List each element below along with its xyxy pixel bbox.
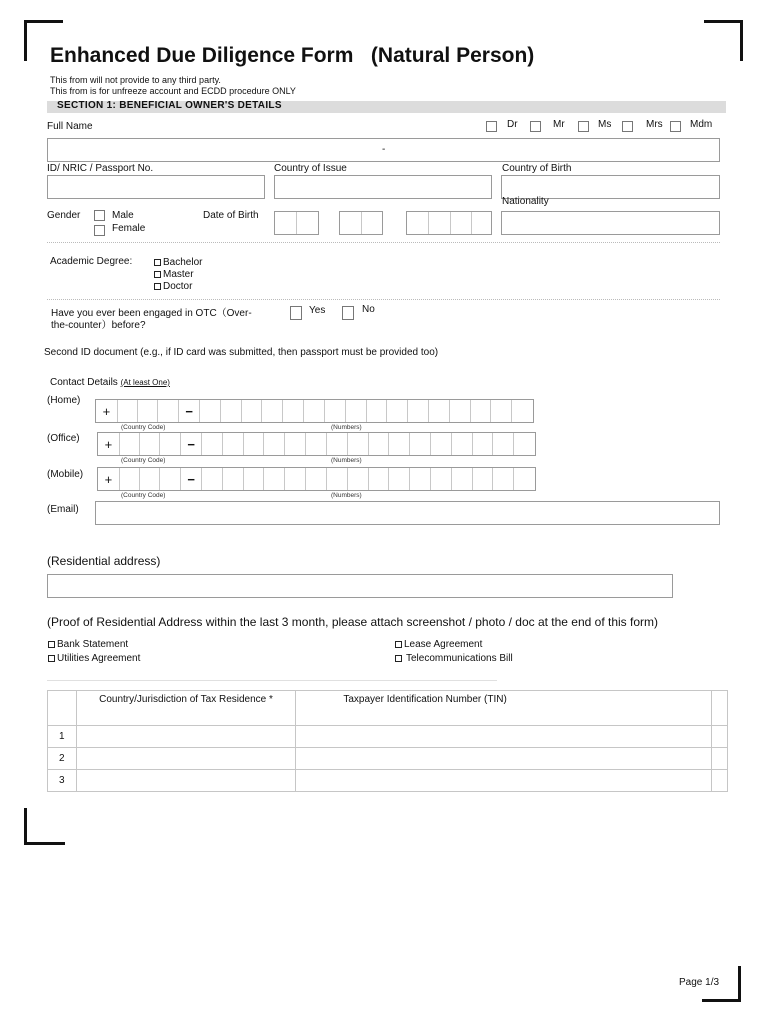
title-mr-checkbox[interactable]	[530, 121, 541, 132]
dob-label: Date of Birth	[203, 210, 259, 221]
degree-bachelor-checkbox[interactable]	[154, 259, 161, 266]
office-country-code-caption: (Country Code)	[121, 457, 166, 464]
home-country-code-cell[interactable]	[138, 400, 159, 422]
mobile-minus-sign: −	[181, 468, 202, 490]
gender-female-label: Female	[112, 223, 146, 234]
office-country-code-cell[interactable]	[140, 433, 161, 455]
proof-telecom-checkbox[interactable]	[395, 655, 402, 662]
tax-table-index-header	[48, 691, 77, 726]
tax-country-cell[interactable]	[76, 726, 296, 748]
otc-no-label: No	[362, 304, 375, 315]
home-number-cell[interactable]	[325, 400, 346, 422]
proof-utilities-checkbox[interactable]	[48, 655, 55, 662]
mobile-country-code-cell[interactable]	[140, 468, 161, 490]
dob-day-input[interactable]	[274, 211, 319, 235]
tax-country-cell[interactable]	[76, 748, 296, 770]
form-title	[50, 44, 534, 68]
office-country-code-cell[interactable]	[160, 433, 181, 455]
office-phone-row	[97, 432, 536, 456]
dob-year-input[interactable]	[406, 211, 492, 235]
form-title-main: Enhanced Due Diligence Form	[50, 44, 354, 67]
title-mdm-checkbox[interactable]	[670, 121, 681, 132]
full-name-label: Full Name	[47, 121, 93, 132]
title-ms-label: Ms	[598, 119, 612, 130]
home-numbers-caption: (Numbers)	[331, 424, 362, 431]
title-mr-label: Mr	[553, 119, 565, 130]
mobile-number-cell[interactable]	[327, 468, 348, 490]
home-minus-sign: −	[179, 400, 200, 422]
country-birth-label: Country of Birth	[502, 163, 572, 174]
contact-label-text: Contact Details	[50, 377, 118, 388]
degree-doctor-label: Doctor	[163, 281, 193, 292]
table-row	[48, 748, 728, 770]
nationality-label: Nationality	[502, 196, 549, 207]
tax-residence-table	[47, 690, 728, 792]
office-number-cell[interactable]	[202, 433, 223, 455]
home-number-cell[interactable]	[283, 400, 304, 422]
dob-day-divider	[296, 212, 297, 234]
proof-utilities-label: Utilities Agreement	[57, 653, 141, 664]
office-number-cell[interactable]	[327, 433, 348, 455]
office-number-cell[interactable]	[223, 433, 244, 455]
mobile-number-cell[interactable]	[452, 468, 473, 490]
proof-bank-statement-label: Bank Statement	[57, 639, 129, 650]
home-number-cell[interactable]	[408, 400, 429, 422]
otc-yes-checkbox[interactable]	[290, 306, 302, 320]
academic-degree-label: Academic Degree:	[50, 256, 133, 267]
page-number: Page 1/3	[679, 977, 720, 988]
office-number-cell[interactable]	[514, 433, 535, 455]
mobile-country-code-cell[interactable]	[120, 468, 140, 490]
home-number-cell[interactable]	[429, 400, 450, 422]
home-country-code-caption: (Country Code)	[121, 424, 166, 431]
tax-extra-cell	[711, 726, 727, 748]
office-number-cell[interactable]	[473, 433, 494, 455]
office-number-cell[interactable]	[348, 433, 369, 455]
dob-month-input[interactable]	[339, 211, 383, 235]
full-name-separator: -	[382, 144, 386, 155]
email-input[interactable]	[95, 501, 720, 525]
proof-lease-label: Lease Agreement	[404, 639, 483, 650]
corner-mark-bottom-left	[24, 808, 65, 845]
contact-hint: (At least One)	[120, 378, 170, 387]
table-row	[48, 770, 728, 792]
title-ms-checkbox[interactable]	[578, 121, 589, 132]
mobile-country-code-caption: (Country Code)	[121, 492, 166, 499]
dob-year-divider-1	[428, 212, 429, 234]
gender-male-checkbox[interactable]	[94, 210, 105, 221]
home-number-cell[interactable]	[512, 400, 533, 422]
office-number-cell[interactable]	[285, 433, 306, 455]
home-number-cell[interactable]	[450, 400, 471, 422]
corner-mark-top-right	[704, 20, 743, 61]
title-mrs-checkbox[interactable]	[622, 121, 633, 132]
home-number-cell[interactable]	[387, 400, 408, 422]
tin-cell[interactable]	[296, 770, 711, 792]
proof-lease-checkbox[interactable]	[395, 641, 402, 648]
nationality-input[interactable]	[501, 211, 720, 235]
tax-country-cell[interactable]	[76, 770, 296, 792]
office-minus-sign: −	[181, 433, 202, 455]
degree-bachelor-label: Bachelor	[163, 257, 203, 268]
mobile-number-cell[interactable]	[264, 468, 285, 490]
otc-question-line-2: the-counter）before?	[51, 320, 146, 331]
gender-female-checkbox[interactable]	[94, 225, 105, 236]
gender-male-label: Male	[112, 210, 134, 221]
contact-office-label: (Office)	[47, 433, 80, 444]
office-number-cell[interactable]	[431, 433, 452, 455]
dob-year-divider-3	[471, 212, 472, 234]
home-number-cell[interactable]	[200, 400, 221, 422]
mobile-phone-row	[97, 467, 536, 491]
residential-address-label: (Residential address)	[47, 554, 161, 568]
mobile-number-cell[interactable]	[493, 468, 514, 490]
mobile-country-code-cell[interactable]	[160, 468, 181, 490]
home-country-code-cell[interactable]	[118, 400, 138, 422]
section-title: SECTION 1: BENEFICIAL OWNER'S DETAILS	[57, 100, 282, 111]
residential-address-input[interactable]	[47, 574, 673, 598]
home-phone-row	[95, 399, 534, 423]
home-number-cell[interactable]	[346, 400, 367, 422]
divider-1	[47, 242, 720, 243]
id-number-input[interactable]	[47, 175, 265, 199]
home-number-cell[interactable]	[304, 400, 325, 422]
home-number-cell[interactable]	[367, 400, 388, 422]
tax-row-number: 2	[48, 748, 77, 770]
contact-mobile-label: (Mobile)	[47, 469, 84, 480]
mobile-number-cell[interactable]	[306, 468, 327, 490]
dob-year-divider-2	[450, 212, 451, 234]
contact-home-label: (Home)	[47, 395, 81, 406]
proof-bank-statement-checkbox[interactable]	[48, 641, 55, 648]
office-country-code-cell[interactable]	[120, 433, 140, 455]
dob-month-divider	[361, 212, 362, 234]
mobile-number-cell[interactable]	[410, 468, 431, 490]
tax-country-header: Country/Jurisdiction of Tax Residence *	[76, 691, 296, 726]
proof-telecom-label: Telecommunications Bill	[406, 653, 513, 664]
home-number-cell[interactable]	[221, 400, 242, 422]
office-number-cell[interactable]	[389, 433, 410, 455]
tax-table-header-row	[48, 691, 728, 726]
home-number-cell[interactable]	[242, 400, 263, 422]
office-numbers-caption: (Numbers)	[331, 457, 362, 464]
home-country-code-cell[interactable]	[158, 400, 179, 422]
mobile-number-cell[interactable]	[223, 468, 244, 490]
divider-2	[47, 299, 720, 300]
tax-row-number: 1	[48, 726, 77, 748]
second-id-note: Second ID document (e.g., if ID card was submitted, then passport must be provided too)	[44, 347, 439, 358]
title-mdm-label: Mdm	[690, 119, 713, 130]
country-issue-input[interactable]	[274, 175, 492, 199]
home-number-cell[interactable]	[471, 400, 492, 422]
office-number-cell[interactable]	[264, 433, 285, 455]
proof-divider	[47, 680, 497, 681]
mobile-number-cell[interactable]	[431, 468, 452, 490]
home-number-cell[interactable]	[491, 400, 512, 422]
mobile-number-cell[interactable]	[369, 468, 390, 490]
proof-heading: (Proof of Residential Address within the last 3 month, please attach screenshot / photo / doc at the end of this form)	[47, 615, 659, 629]
tin-header: Taxpayer Identification Number (TIN)	[296, 691, 711, 726]
home-plus-sign: +	[96, 400, 118, 422]
mobile-number-cell[interactable]	[285, 468, 306, 490]
office-number-cell[interactable]	[410, 433, 431, 455]
mobile-number-cell[interactable]	[389, 468, 410, 490]
table-row	[48, 726, 728, 748]
form-title-suffix: (Natural Person)	[370, 44, 535, 67]
tax-extra-cell	[711, 770, 727, 792]
mobile-number-cell[interactable]	[244, 468, 265, 490]
id-number-label: ID/ NRIC / Passport No.	[47, 163, 154, 174]
tax-table-extra-header	[711, 691, 727, 726]
otc-question-line-1: Have you ever been engaged in OTC（Over-	[51, 308, 252, 319]
contact-details-label	[50, 377, 170, 388]
country-issue-label: Country of Issue	[274, 163, 347, 174]
degree-doctor-checkbox[interactable]	[154, 283, 161, 290]
mobile-number-cell[interactable]	[473, 468, 494, 490]
mobile-number-cell[interactable]	[202, 468, 223, 490]
otc-no-checkbox[interactable]	[342, 306, 354, 320]
office-number-cell[interactable]	[244, 433, 265, 455]
mobile-number-cell[interactable]	[514, 468, 535, 490]
tin-cell[interactable]	[296, 726, 711, 748]
otc-yes-label: Yes	[309, 305, 326, 316]
mobile-plus-sign: +	[98, 468, 120, 490]
tax-row-number: 3	[48, 770, 77, 792]
gender-label: Gender	[47, 210, 81, 221]
degree-master-checkbox[interactable]	[154, 271, 161, 278]
office-number-cell[interactable]	[306, 433, 327, 455]
note-line-2: This from is for unfreeze account and ECDD procedure ONLY	[50, 86, 296, 96]
tin-cell[interactable]	[296, 748, 711, 770]
note-line-1: This from will not provide to any third party.	[50, 75, 221, 85]
mobile-numbers-caption: (Numbers)	[331, 492, 362, 499]
degree-master-label: Master	[163, 269, 194, 280]
contact-email-label: (Email)	[47, 504, 79, 515]
office-number-cell[interactable]	[452, 433, 473, 455]
title-dr-checkbox[interactable]	[486, 121, 497, 132]
mobile-number-cell[interactable]	[348, 468, 369, 490]
tax-extra-cell	[711, 748, 727, 770]
title-mrs-label: Mrs	[646, 119, 663, 130]
title-dr-label: Dr	[507, 119, 518, 130]
home-number-cell[interactable]	[262, 400, 283, 422]
office-number-cell[interactable]	[369, 433, 390, 455]
office-plus-sign: +	[98, 433, 120, 455]
office-number-cell[interactable]	[493, 433, 514, 455]
